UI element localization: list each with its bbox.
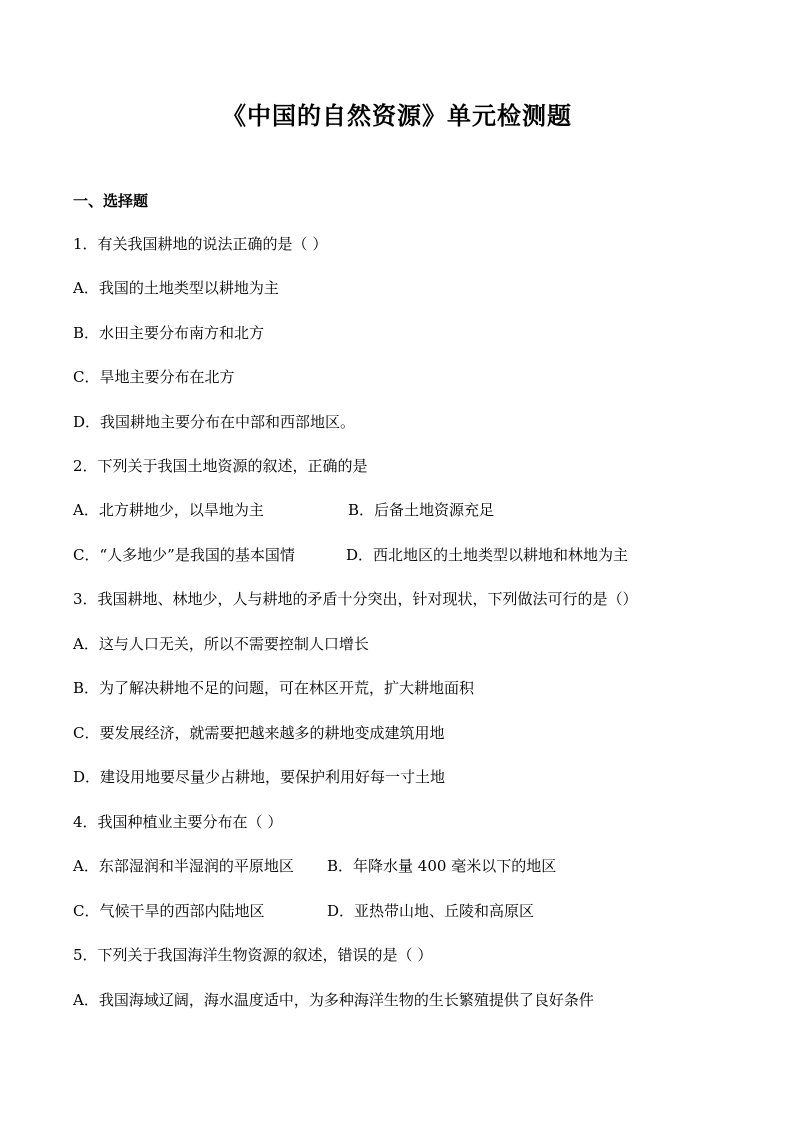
question-1-option-d: D．我国耕地主要分布在中部和西部地区。 <box>73 413 356 431</box>
question-3-option-d: D．建设用地要尽量少占耕地，要保护利用好每一寸土地 <box>73 768 446 786</box>
question-4-option-a: A．东部湿润和半湿润的平原地区 <box>73 857 294 875</box>
question-1-option-c: C．旱地主要分布在北方 <box>73 368 235 386</box>
question-5-stem: 5．下列关于我国海洋生物资源的叙述，错误的是（ ） <box>73 946 433 964</box>
question-2-option-d: D．西北地区的土地类型以耕地和林地为主 <box>346 546 629 564</box>
question-2-option-a: A．北方耕地少，以旱地为主 <box>73 501 264 519</box>
question-1-option-b: B．水田主要分布南方和北方 <box>73 324 265 342</box>
question-2-option-c: C．“人多地少”是我国的基本国情 <box>73 546 295 564</box>
question-3-option-c: C．要发展经济，就需要把越来越多的耕地变成建筑用地 <box>73 724 445 742</box>
question-3-option-a: A．这与人口无关，所以不需要控制人口增长 <box>73 635 369 653</box>
question-1-stem: 1．有关我国耕地的说法正确的是（ ） <box>73 235 328 253</box>
question-5-option-a: A．我国海域辽阔，海水温度适中，为多种海洋生物的生长繁殖提供了良好条件 <box>73 991 594 1009</box>
question-1-option-a: A．我国的土地类型以耕地为主 <box>73 279 279 297</box>
question-4-option-c: C．气候干旱的西部内陆地区 <box>73 902 265 920</box>
question-4-option-d: D．亚热带山地、丘陵和高原区 <box>327 902 535 920</box>
question-3-option-b: B．为了解决耕地不足的问题，可在林区开荒，扩大耕地面积 <box>73 679 475 697</box>
section-heading: 一、选择题 <box>73 192 149 210</box>
question-3-stem: 3．我国耕地、林地少，人与耕地的矛盾十分突出，针对现状，下列做法可行的是（） <box>73 590 638 608</box>
question-4-option-b: B．年降水量 400 毫米以下的地区 <box>327 857 557 875</box>
question-4-stem: 4．我国种植业主要分布在（ ） <box>73 813 283 831</box>
question-2-option-b: B．后备土地资源充足 <box>348 501 495 519</box>
question-2-stem: 2．下列关于我国土地资源的叙述，正确的是 <box>73 457 368 475</box>
page-title: 《中国的自然资源》单元检测题 <box>222 101 572 130</box>
